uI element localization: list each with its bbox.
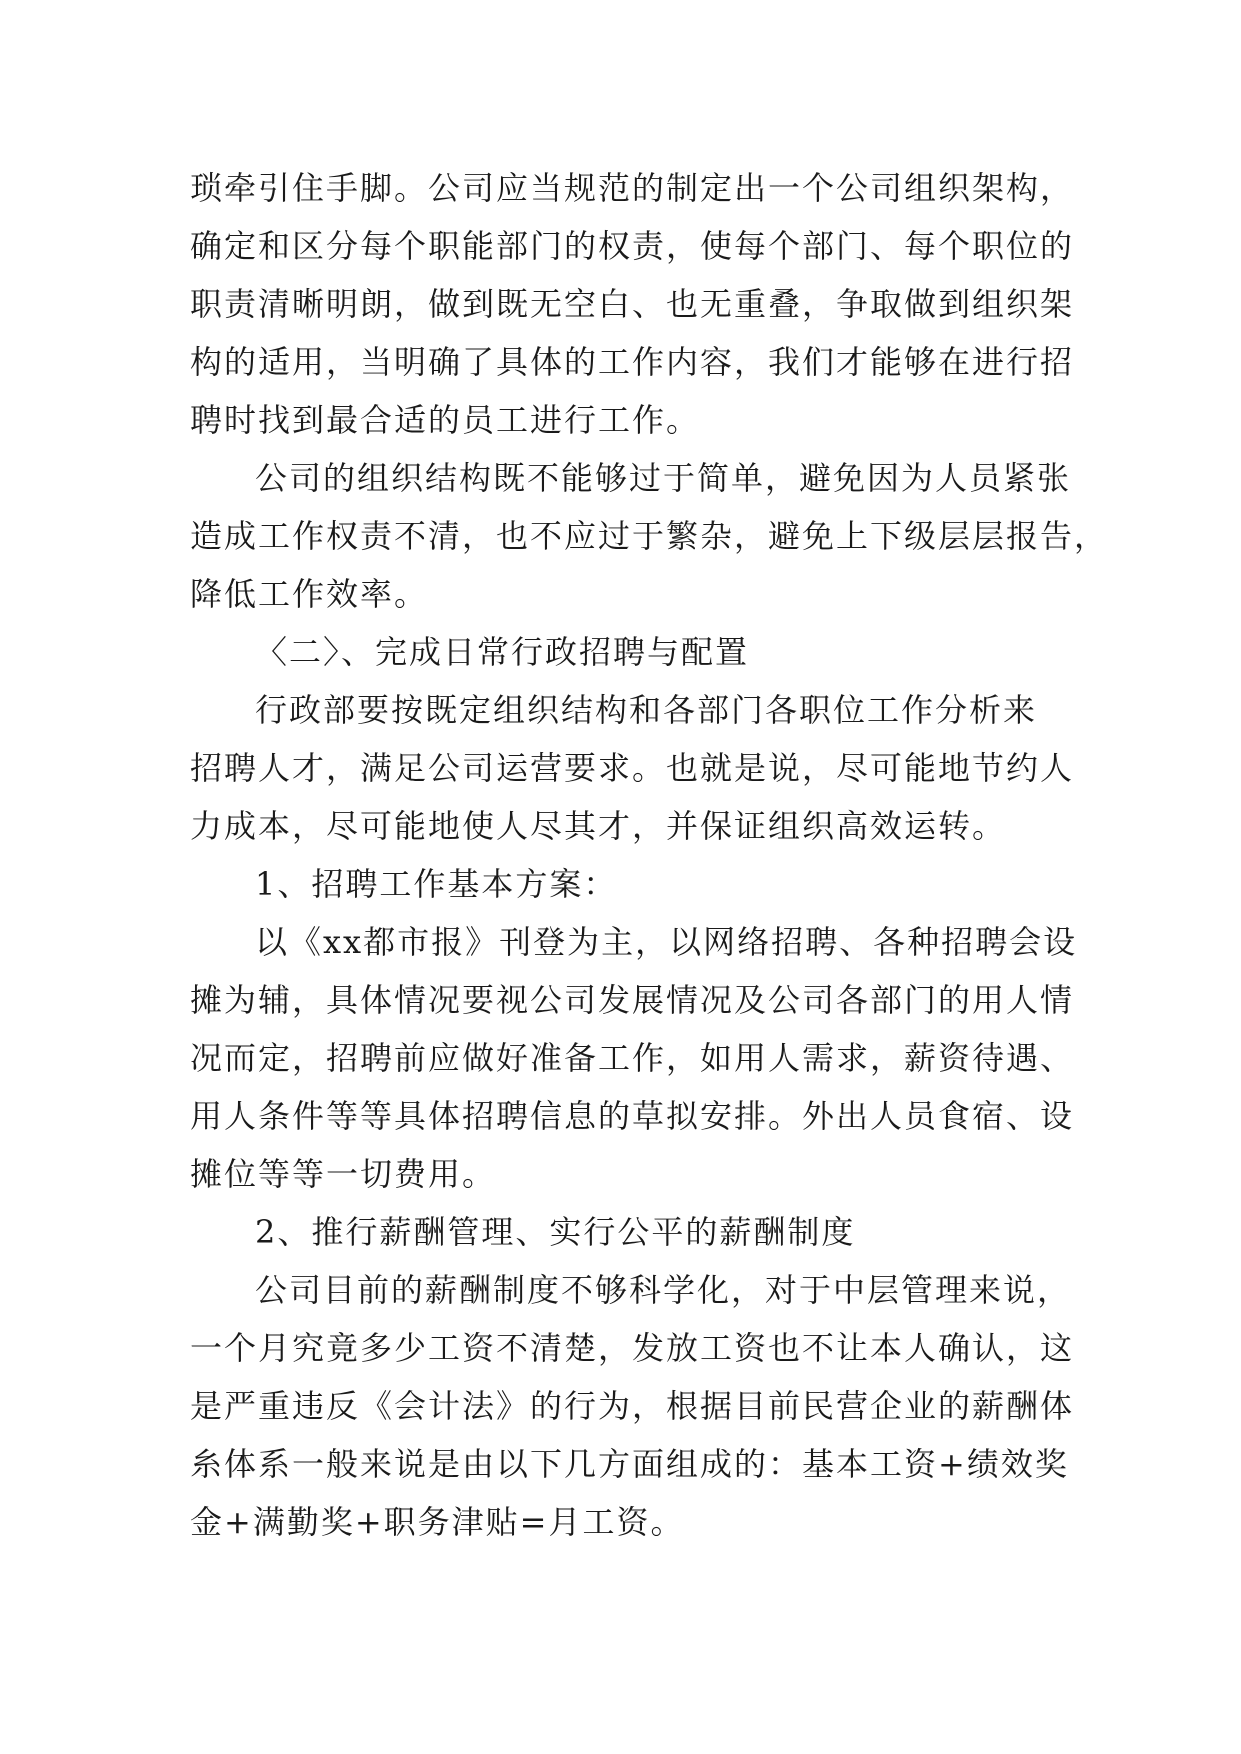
text-line: 力成本，尽可能地使人尽其才，并保证组织高效运转。: [190, 807, 1007, 845]
text-line: 职责清晰明朗，做到既无空白、也无重叠，争取做到组织架: [190, 285, 1075, 323]
subsection-heading: 2、推行薪酬管理、实行公平的薪酬制度: [255, 1213, 856, 1251]
text-line: 一个月究竟多少工资不清楚，发放工资也不让本人确认，这: [190, 1329, 1075, 1367]
text-line: 招聘人才，满足公司运营要求。也就是说，尽可能地节约人: [190, 749, 1075, 787]
text-line: 是严重违反《会计法》的行为，根据目前民营企业的薪酬体: [190, 1387, 1075, 1425]
paragraph-start: 公司的组织结构既不能够过于简单，避免因为人员紧张: [255, 459, 1072, 497]
text-line: 构的适用，当明确了具体的工作内容，我们才能够在进行招: [190, 343, 1075, 381]
section-heading: 〈二〉、完成日常行政招聘与配置: [255, 633, 750, 671]
text-line: 造成工作权责不清，也不应过于繁杂，避免上下级层层报告，: [190, 517, 1109, 555]
subsection-heading: 1、招聘工作基本方案：: [255, 865, 618, 903]
paragraph-start: 行政部要按既定组织结构和各部门各职位工作分析来: [255, 691, 1038, 729]
text-line: 摊为辅，具体情况要视公司发展情况及公司各部门的用人情: [190, 981, 1075, 1019]
text-line: 金+满勤奖+职务津贴=月工资。: [190, 1503, 685, 1541]
paragraph-start: 以《xx都市报》刊登为主，以网络招聘、各种招聘会设: [255, 923, 1078, 961]
text-line: 糸体系一般来说是由以下几方面组成的：基本工资+绩效奖: [190, 1445, 1069, 1483]
text-line: 用人条件等等具体招聘信息的草拟安排。外出人员食宿、设: [190, 1097, 1075, 1135]
text-line: 琐牵引住手脚。公司应当规范的制定出一个公司组织架构，: [190, 169, 1075, 207]
text-line: 聘时找到最合适的员工进行工作。: [190, 401, 701, 439]
text-line: 降低工作效率。: [190, 575, 429, 613]
text-line: 况而定，招聘前应做好准备工作，如用人需求，薪资待遇、: [190, 1039, 1075, 1077]
paragraph-start: 公司目前的薪酬制度不够科学化，对于中层管理来说，: [255, 1271, 1072, 1309]
text-line: 摊位等等一切费用。: [190, 1155, 497, 1193]
text-line: 确定和区分每个职能部门的权责，使每个部门、每个职位的: [190, 227, 1075, 265]
